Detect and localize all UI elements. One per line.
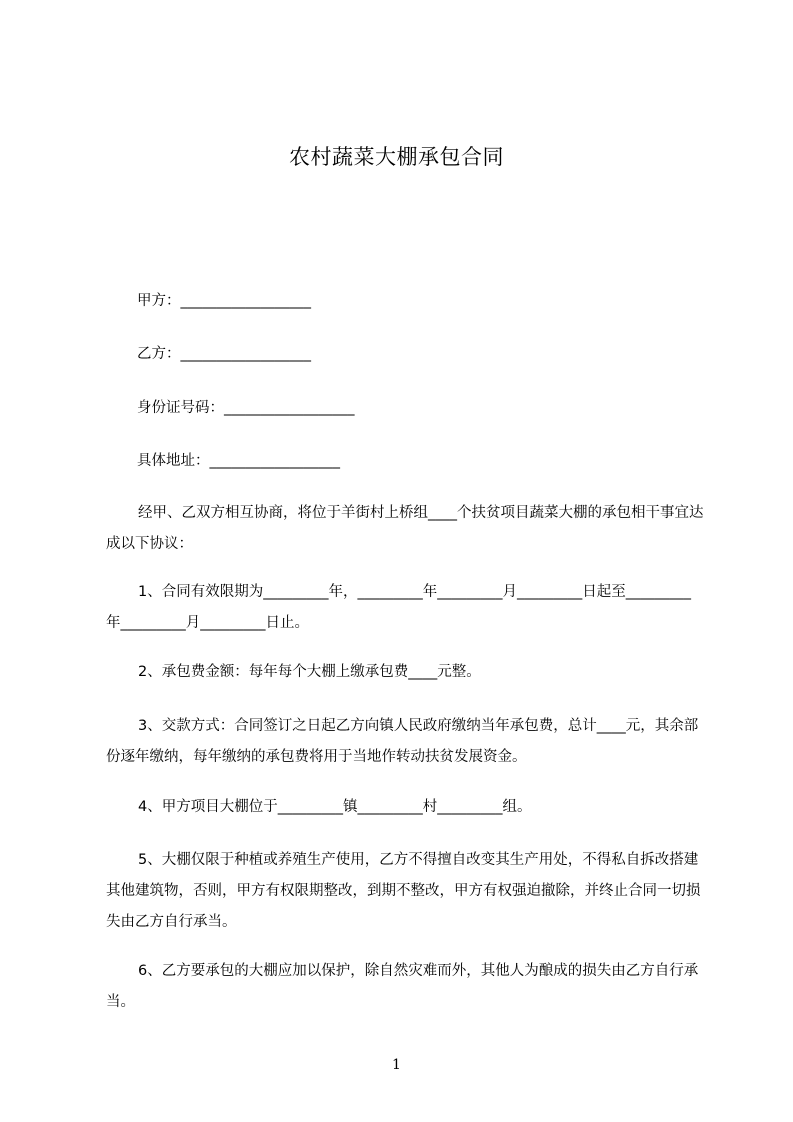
- contract-title: 农村蔬菜大棚承包合同: [289, 145, 504, 169]
- clause-6-protection: 6、乙方要承包的大棚应加以保护，除自然灾难而外，其他人为酿成的损失由乙方自行承当。: [106, 963, 699, 1010]
- clause-1-term: 1、合同有效限期为_________年，_________年_________月_________日起至_________年_________月_________日止。: [106, 584, 691, 631]
- address-field: 具体地址：__________________: [137, 453, 340, 469]
- party-b-field: 乙方：__________________: [137, 346, 311, 362]
- intro-paragraph: 经甲、乙双方相互协商，将位于羊街村上桥组____个扶贫项目蔬菜大棚的承包相干事宜达成以下协议：: [106, 505, 704, 552]
- id-number-field: 身份证号码：__________________: [137, 400, 355, 416]
- party-a-field: 甲方：__________________: [137, 293, 311, 309]
- clause-5-usage: 5、大棚仅限于种植或养殖生产使用，乙方不得擅自改变其生产用处，不得私自拆改搭建其他建筑物，否则，甲方有权限期整改，到期不整改，甲方有权强迫撤除，并终止合同一切损失由乙方自行承当。: [106, 852, 701, 930]
- clause-2-fee: 2、承包费金额：每年每个大棚上缴承包费____元整。: [138, 664, 481, 680]
- page-number: 1: [392, 1057, 401, 1073]
- clause-3-payment: 3、交款方式：合同签订之日起乙方向镇人民政府缴纳当年承包费，总计____元，其余部份逐年缴纳，每年缴纳的承包费将用于当地作转动扶贫发展资金。: [106, 718, 699, 765]
- clause-4-location: 4、甲方项目大棚位于_________镇_________村_________组。: [138, 799, 532, 815]
